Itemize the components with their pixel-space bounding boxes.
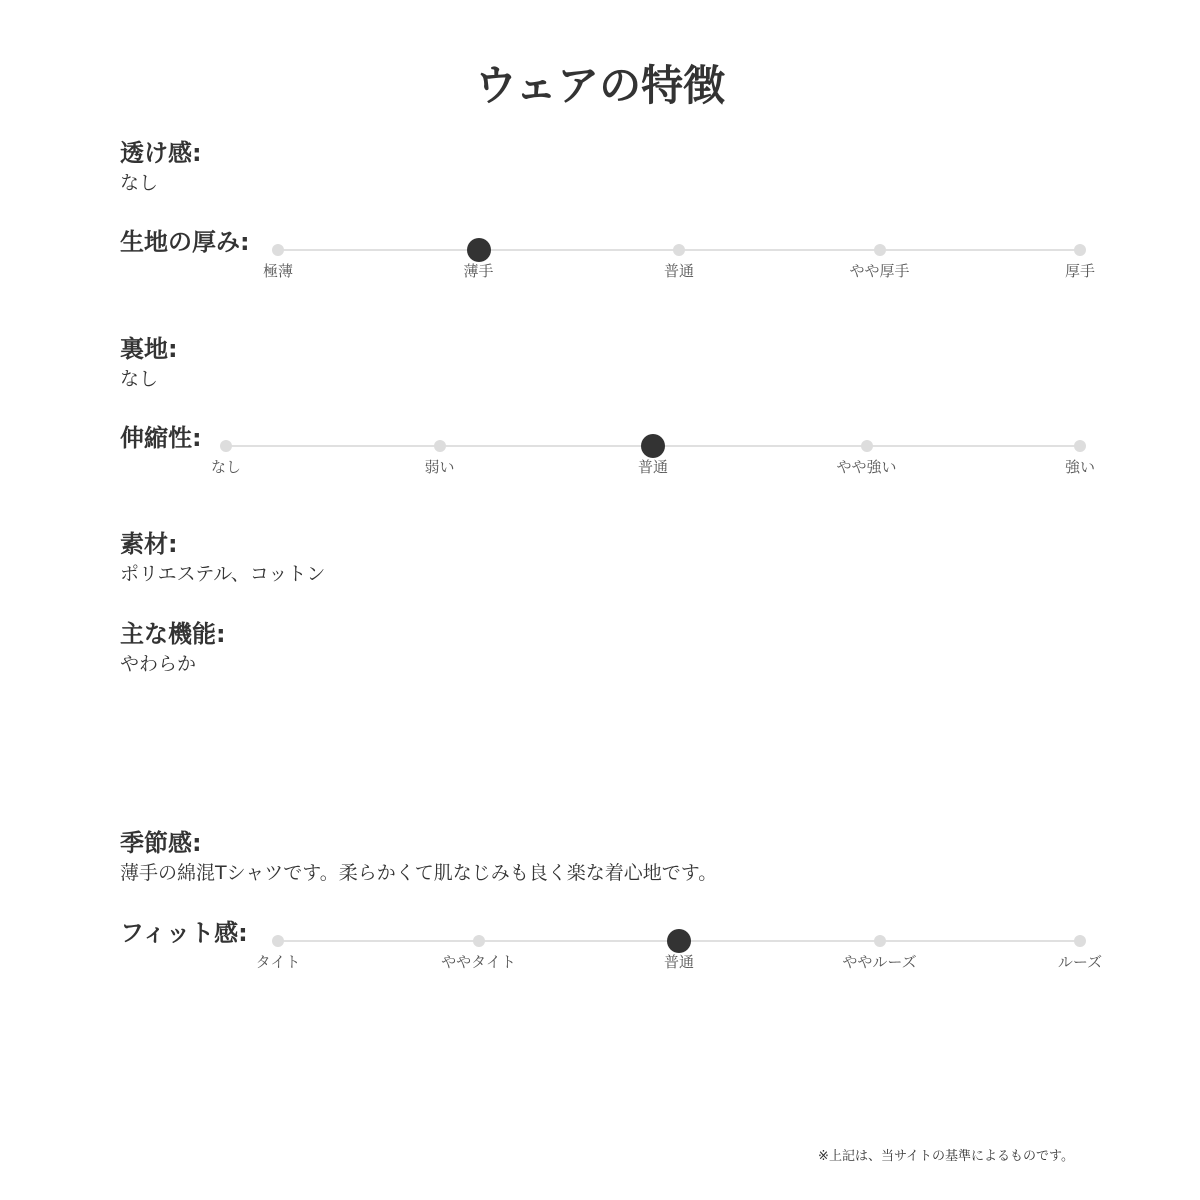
stretch-label: 伸縮性: (120, 424, 202, 452)
fit-option-1-label: タイト (255, 953, 301, 971)
material-section (120, 529, 325, 587)
stretch-option-2-dot (434, 440, 446, 452)
fit-option-4-label: ややルーズ (842, 953, 917, 971)
thickness-option-1-dot (272, 244, 284, 256)
fit-scale (255, 940, 1103, 980)
thickness-option-4-dot (874, 244, 886, 256)
fit-option-5-label: ルーズ (1057, 953, 1103, 971)
thickness-option-2-label: 薄手 (463, 262, 494, 280)
season-section (120, 828, 717, 886)
stretch-option-4-dot (861, 440, 873, 452)
fit-option-5-dot (1074, 935, 1086, 947)
lining-section (120, 334, 178, 392)
functions-section (120, 619, 226, 677)
thickness-option-3-label: 普通 (663, 262, 694, 280)
stretch-scale (210, 445, 1095, 485)
thickness-label: 生地の厚み: (120, 228, 250, 256)
stretch-option-2-label: 弱い (424, 458, 455, 476)
stretch-option-4-label: やや強い (836, 458, 897, 476)
stretch-option-3-dot (641, 434, 665, 458)
stretch-option-5-dot (1074, 440, 1086, 452)
stretch-option-3-label: 普通 (637, 458, 668, 476)
fit-option-4-dot (874, 935, 886, 947)
footnote: ※上記は、当サイトの基準によるものです。 (818, 1149, 1074, 1164)
thickness-option-2-dot (467, 238, 491, 262)
stretch-option-5-label: 強い (1064, 458, 1095, 476)
season-value: 薄手の綿混Tシャツです。柔らかくて肌なじみも良く楽な着心地です。 (120, 862, 718, 884)
transparency-value: なし (120, 172, 159, 194)
material-label: 素材: (120, 530, 178, 558)
thickness-option-4-label: やや厚手 (849, 262, 910, 280)
thickness-option-5-label: 厚手 (1064, 262, 1095, 280)
page-title: ウェアの特徴 (474, 61, 726, 110)
functions-label: 主な機能: (120, 620, 226, 648)
fit-option-3-label: 普通 (663, 953, 694, 971)
functions-value: やわらか (120, 653, 197, 675)
stretch-option-1-dot (220, 440, 232, 452)
thickness-option-1-label: 極薄 (262, 262, 293, 280)
thickness-scale (262, 249, 1095, 289)
lining-label: 裏地: (120, 335, 178, 363)
material-value: ポリエステル、コットン (120, 563, 326, 585)
fit-option-2-label: ややタイト (441, 953, 516, 971)
season-label: 季節感: (120, 829, 202, 857)
transparency-label: 透け感: (120, 139, 202, 167)
fit-option-2-dot (473, 935, 485, 947)
stretch-option-1-label: なし (210, 458, 241, 476)
fit-label: フィット感: (120, 919, 248, 947)
fit-option-3-dot (667, 929, 691, 953)
thickness-option-5-dot (1074, 244, 1086, 256)
thickness-option-3-dot (673, 244, 685, 256)
transparency-section (120, 138, 202, 196)
fit-option-1-dot (272, 935, 284, 947)
lining-value: なし (120, 368, 159, 390)
